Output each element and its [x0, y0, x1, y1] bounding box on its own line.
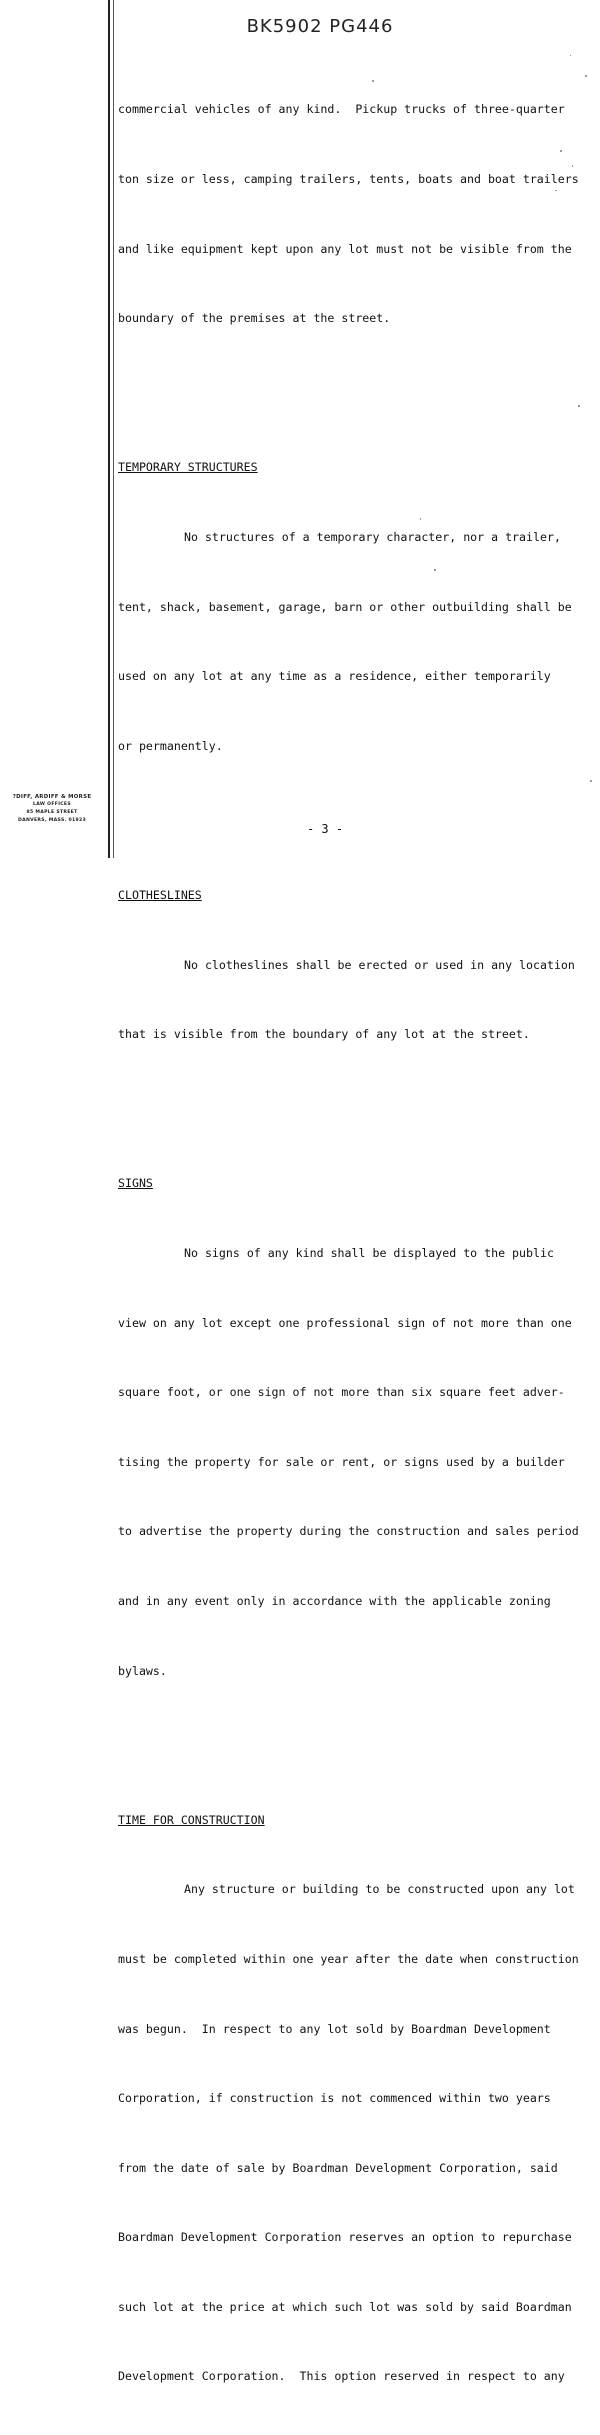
section-heading-signs: SIGNS	[118, 1176, 153, 1191]
text-line: used on any lot at any time as a residence, either temporarily	[118, 669, 551, 684]
text-line: tent, shack, basement, garage, barn or other outbuilding shall be	[118, 599, 572, 614]
text-line: bylaws.	[118, 1663, 167, 1678]
text-line: and in any event only in accordance with the applicable zoning	[118, 1593, 551, 1608]
text-line: No clotheslines shall be erected or used in any location	[184, 957, 575, 972]
text-line: was begun. In respect to any lot sold by Boardman Development	[118, 2021, 551, 2036]
text-line: and like equipment kept upon any lot must not be visible from the	[118, 241, 572, 256]
text-line: ton size or less, camping trailers, tents, boats and boat trailers	[118, 172, 579, 186]
firm-subtitle: LAW OFFICES	[33, 802, 71, 807]
scan-speck	[578, 405, 580, 407]
text-line: to advertise the property during the construction and sales period	[118, 1524, 579, 1539]
firm-name: ?DIFF, ARDIFF & MORSE	[12, 794, 92, 800]
text-line: commercial vehicles of any kind. Pickup trucks of three-quarter	[118, 102, 565, 117]
section-heading-temporary-structures: TEMPORARY STRUCTURES	[118, 460, 258, 475]
scan-speck	[555, 190, 557, 191]
margin-rule-inner	[113, 0, 114, 858]
text-line: boundary of the premises at the street.	[118, 311, 391, 326]
text-line: No structures of a temporary character, nor a trailer,	[184, 529, 561, 544]
page-number: - 3 -	[306, 822, 344, 836]
scan-speck	[572, 165, 573, 167]
law-firm-imprint	[2, 793, 102, 825]
scan-speck	[434, 569, 436, 571]
scan-speck	[420, 518, 421, 520]
scan-speck	[590, 780, 592, 782]
document-body	[118, 52, 594, 2435]
firm-city: DANVERS, MASS. 01923	[18, 818, 86, 823]
text-line: Any structure or building to be constructed upon any lot	[184, 1882, 575, 1897]
scan-speck	[585, 75, 587, 77]
firm-street: 85 MAPLE STREET	[26, 810, 78, 815]
text-line: must be completed within one year after the date when construction	[118, 1951, 579, 1966]
scan-speck	[560, 150, 562, 152]
book-page-reference: BK5902 PG446	[246, 16, 394, 37]
text-line: Development Corporation. This option reserved in respect to any	[118, 2369, 565, 2384]
scan-speck	[372, 80, 374, 82]
text-line: such lot at the price at which such lot was sold by said Boardman	[118, 2299, 572, 2314]
text-line: Boardman Development Corporation reserves an option to repurchase	[118, 2230, 572, 2245]
text-line: view on any lot except one professional sign of not more than one	[118, 1315, 572, 1330]
text-line: or permanently.	[118, 738, 223, 753]
scan-speck	[570, 55, 571, 56]
section-heading-clotheslines: CLOTHESLINES	[118, 887, 202, 902]
section-heading-time-for-construction: TIME FOR CONSTRUCTION	[118, 1812, 265, 1827]
text-line: No signs of any kind shall be displayed to the public	[184, 1245, 554, 1260]
text-line: that is visible from the boundary of any lot at the street.	[118, 1027, 530, 1042]
text-line: tising the property for sale or rent, or signs used by a builder	[118, 1454, 565, 1469]
text-line: from the date of sale by Boardman Development Corporation, said	[118, 2160, 558, 2175]
margin-rule	[108, 0, 110, 858]
text-line: Corporation, if construction is not commenced within two years	[118, 2091, 551, 2106]
text-line: square foot, or one sign of not more than six square feet adver-	[118, 1385, 565, 1400]
